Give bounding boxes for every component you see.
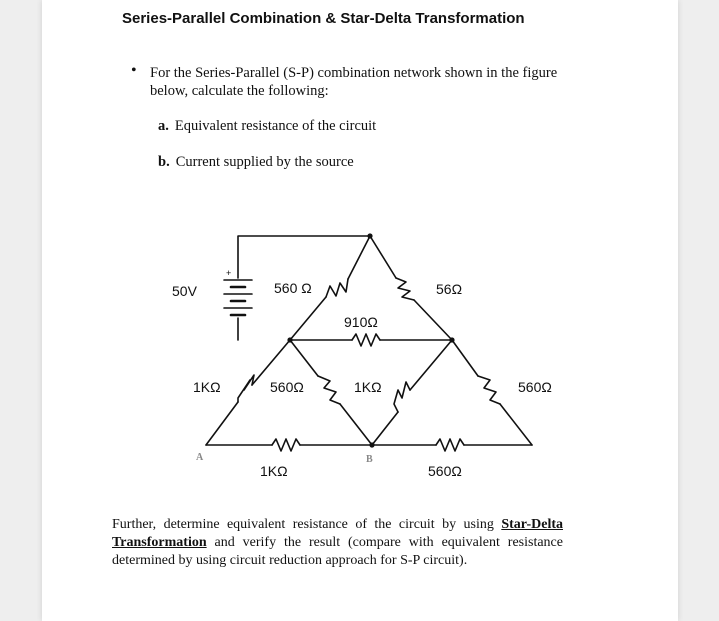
node-label-b: B xyxy=(366,454,373,465)
label-1k-left: 1KΩ xyxy=(193,379,221,395)
label-560-bottom: 560Ω xyxy=(428,463,462,479)
further-question xyxy=(112,516,563,570)
battery-icon xyxy=(224,280,252,315)
node-right xyxy=(449,337,454,342)
star-delta-emphasis: Star-Delta Transformation xyxy=(112,517,563,550)
further-text-end: and verify the result (compare with equivalent resistance determined by using circuit reduction approach for S-P circuit). xyxy=(112,535,563,568)
node-b xyxy=(369,442,374,447)
label-560-top-left: 560 Ω xyxy=(274,280,312,296)
resistor-560-inner-left xyxy=(318,376,340,404)
resistor-560-right xyxy=(478,376,500,404)
resistor-1k-left xyxy=(238,375,254,402)
resistor-560-top-left xyxy=(326,279,348,297)
label-560-inner-left: 560Ω xyxy=(270,379,304,395)
item-text: Current supplied by the source xyxy=(175,154,354,170)
further-text-start: Further, determine equivalent resistance of the circuit by using xyxy=(112,517,502,532)
node-label-a: A xyxy=(196,452,204,463)
label-560-right: 560Ω xyxy=(518,379,552,395)
label-1k-bottom: 1KΩ xyxy=(260,463,288,479)
source-voltage-label: 50V xyxy=(172,283,197,299)
item-text: Equivalent resistance of the circuit xyxy=(174,118,377,134)
label-1k-inner: 1KΩ xyxy=(354,379,382,395)
label-56-top-right: 56Ω xyxy=(436,281,463,297)
battery-plus-sign: + xyxy=(226,268,232,278)
node-left xyxy=(287,337,292,342)
resistor-1k-bottom xyxy=(272,439,300,451)
item-marker: b. xyxy=(158,154,170,170)
resistor-910 xyxy=(352,334,380,346)
label-910: 910Ω xyxy=(344,314,378,330)
resistor-560-bottom xyxy=(436,439,464,451)
bullet-icon: • xyxy=(131,62,137,79)
page-title: Series-Parallel Combination & Star-Delta Transformation xyxy=(122,10,525,27)
node-top xyxy=(367,233,372,238)
wire-upper-left-diagonal xyxy=(290,297,326,340)
question-text: For the Series-Parallel (S-P) combination network shown in the figure below, calculate the following: xyxy=(150,65,558,99)
item-marker: a. xyxy=(158,118,169,134)
wire-top-left xyxy=(238,236,370,278)
resistor-1k-inner xyxy=(394,382,410,412)
resistor-56-top-right xyxy=(396,278,414,300)
